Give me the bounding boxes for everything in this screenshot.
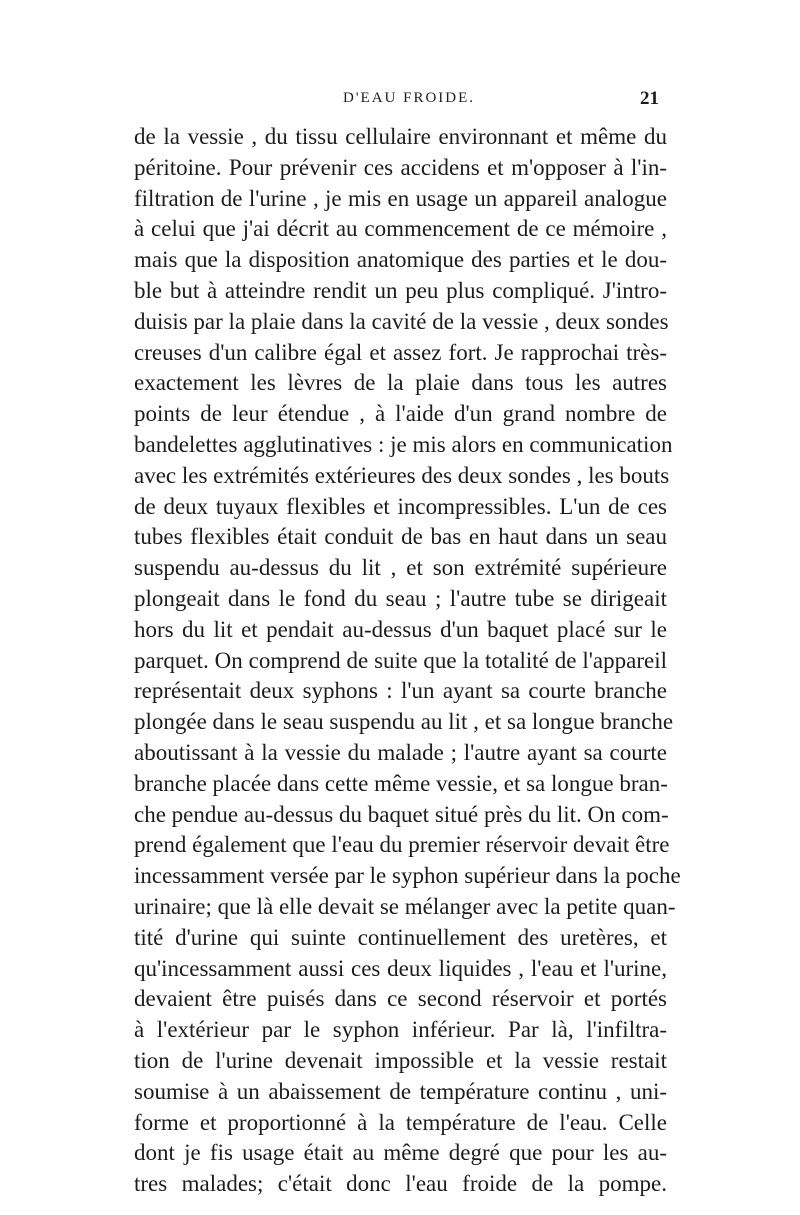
text-line: duisis par la plaie dans la cavité de la vessie , deux sondes <box>134 308 669 334</box>
text-line: à celui que j'ai décrit au commencement de ce mémoire , <box>134 216 667 242</box>
text-line: tion de l'urine devenait impossible et la vessie restait <box>134 1047 667 1073</box>
text-line: suspendu au-dessus du lit , et son extrémité supérieure <box>134 555 667 581</box>
text-line: creuses d'un calibre égal et assez fort. Je rapprochai très- <box>134 339 667 365</box>
text-line: devaient être puisés dans ce second réservoir et portés <box>134 986 667 1012</box>
text-line: exactement les lèvres de la plaie dans tous les autres <box>134 370 667 396</box>
running-head: D'EAU FROIDE. <box>343 90 476 106</box>
text-line: parquet. On comprend de suite que la totalité de l'appareil <box>134 647 667 673</box>
text-line: che pendue au-dessus du baquet situé près du lit. On com- <box>134 801 669 827</box>
text-line: tubes flexibles était conduit de bas en haut dans un seau <box>134 524 667 550</box>
text-line: forme et proportionné à la température de l'eau. Celle <box>134 1109 667 1135</box>
text-line: représentait deux syphons : l'un ayant sa courte branche <box>134 678 667 704</box>
text-line: dont je fis usage était au même degré que pour les au- <box>134 1140 667 1166</box>
text-line: incessamment versée par le syphon supérieur dans la poche <box>134 863 681 889</box>
text-line: avec les extrémités extérieures des deux sondes , les bouts <box>134 462 670 488</box>
text-line: points de leur étendue , à l'aide d'un grand nombre de <box>134 401 667 427</box>
text-line: urinaire; que là elle devait se mélanger avec la petite quan- <box>134 893 676 919</box>
text-line: filtration de l'urine , je mis en usage un appareil analogue <box>134 185 667 211</box>
text-line: plongeait dans le fond du seau ; l'autre tube se dirigeait <box>134 585 667 611</box>
text-line: bandelettes agglutinatives : je mis alors en communication <box>134 431 673 457</box>
text-line: de deux tuyaux flexibles et incompressibles. L'un de ces <box>134 493 667 519</box>
text-line: tres malades; c'était donc l'eau froide de la pompe. <box>134 1171 667 1197</box>
text-line: branche placée dans cette même vessie, et sa longue bran- <box>134 770 668 796</box>
text-line: plongée dans le seau suspendu au lit , et sa longue branche <box>134 709 674 735</box>
text-line: mais que la disposition anatomique des parties et le dou- <box>134 247 667 273</box>
text-line: aboutissant à la vessie du malade ; l'autre ayant sa courte <box>134 739 667 765</box>
text-line: tité d'urine qui suinte continuellement des uretères, et <box>134 924 667 950</box>
text-line: prend également que l'eau du premier réservoir devait être <box>134 832 670 858</box>
text-line: qu'incessamment aussi ces deux liquides , l'eau et l'urine, <box>134 955 667 981</box>
page-number: 21 <box>640 88 659 109</box>
text-line: péritoine. Pour prévenir ces accidens et m'opposer à l'in- <box>134 154 667 180</box>
body-text <box>134 122 681 1200</box>
page-header <box>0 90 800 114</box>
text-line: à l'extérieur par le syphon inférieur. Par là, l'infiltra- <box>134 1017 667 1043</box>
text-line: hors du lit et pendait au-dessus d'un baquet placé sur le <box>134 616 667 642</box>
text-line: soumise à un abaissement de température continu , uni- <box>134 1078 667 1104</box>
text-line: ble but à atteindre rendit un peu plus compliqué. J'intro- <box>134 277 667 303</box>
text-line: de la vessie , du tissu cellulaire environnant et même du <box>134 124 667 149</box>
